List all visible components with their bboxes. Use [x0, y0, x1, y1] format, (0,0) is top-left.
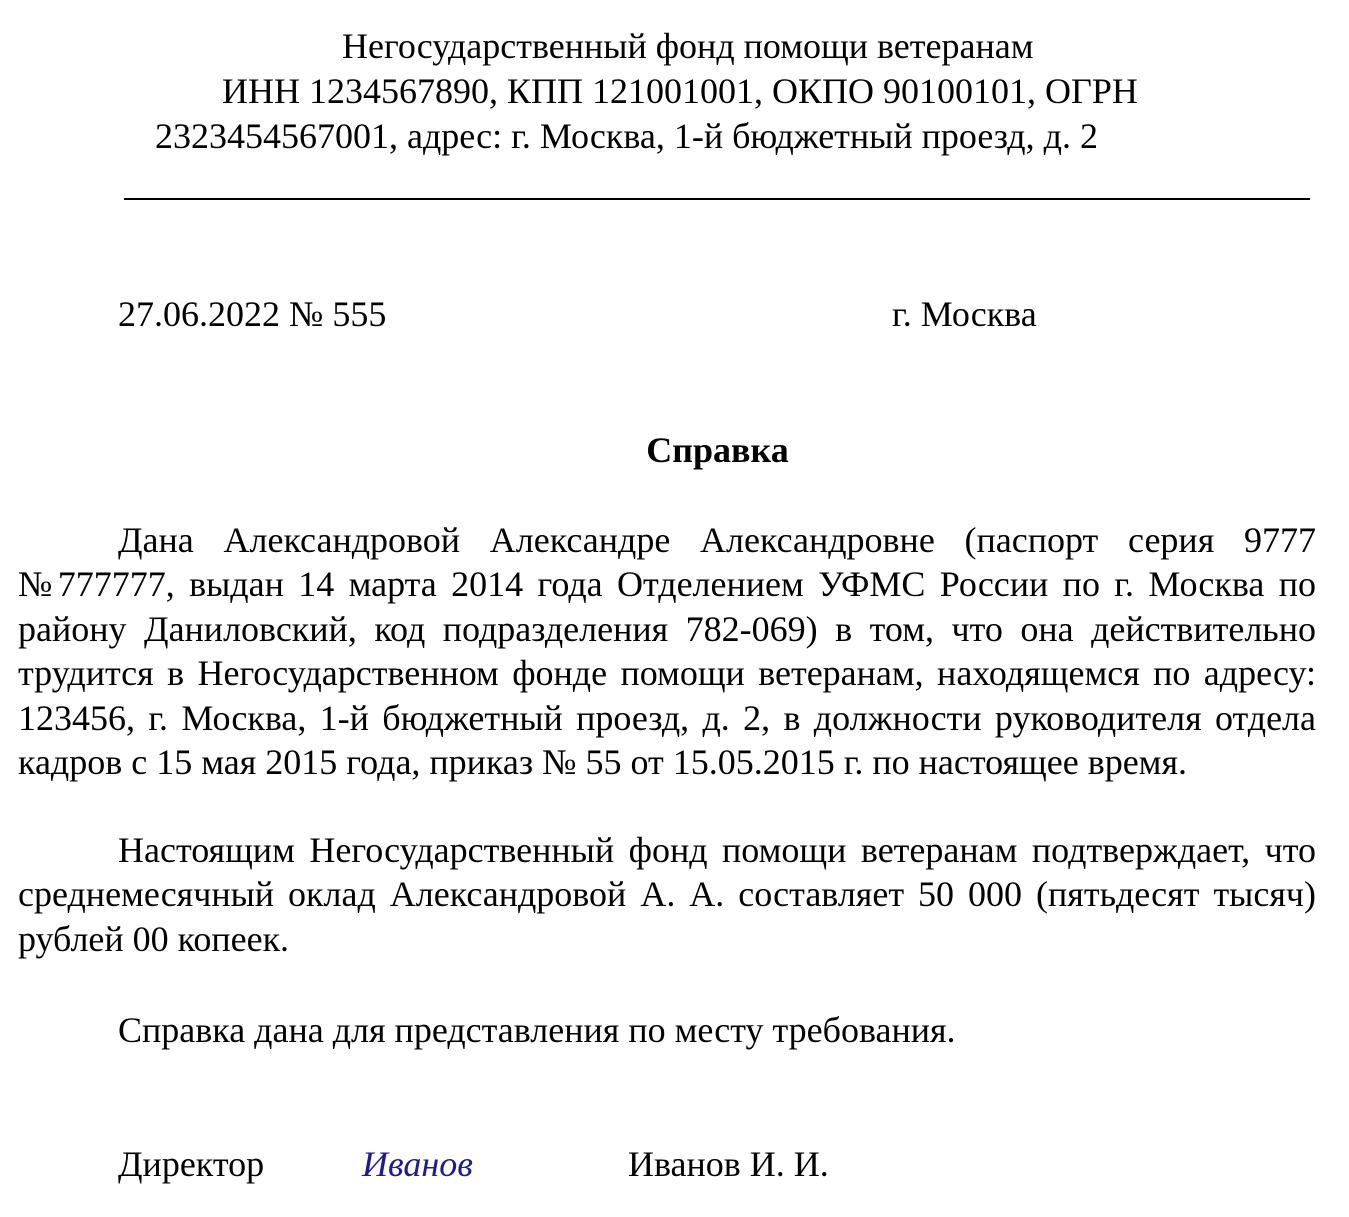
employment-paragraph: Дана Александровой Александре Александровне (паспорт серия 9777 №777777, выдан 14 марта 2014 года Отделением УФМС России по г. Москва по району Даниловский, код подразделения 782-069) в том, что она действительно трудится в Негосударственном фонде помощи ветеранам, находящемся по адресу: 123456, г. Москва, 1-й бюджетный проезд, д. 2, в должности руководителя отдела кадров с 15 мая 2015 года, приказ № 55 от 15.05.2015 г. по настоящее время. [18, 520, 1316, 783]
document-date-number: 27.06.2022 № 555 [118, 294, 387, 334]
document-title: Справка [646, 430, 789, 470]
document-city: г. Москва [892, 294, 1037, 334]
signatory-position: Директор [118, 1144, 265, 1184]
organization-codes: ИНН 1234567890, КПП 121001001, ОКПО 90100101, ОГРН [222, 71, 1138, 111]
handwritten-signature: Иванов [362, 1144, 473, 1184]
signatory-name: Иванов И. И. [628, 1144, 829, 1184]
organization-name: Негосударственный фонд помощи ветеранам [342, 26, 1034, 66]
organization-address: 2323454567001, адрес: г. Москва, 1-й бюджетный проезд, д. 2 [155, 116, 1098, 156]
header-divider [124, 198, 1310, 200]
purpose-paragraph: Справка дана для представления по месту требования. [118, 1010, 956, 1050]
salary-paragraph: Настоящим Негосударственный фонд помощи ветеранам подтверждает, что среднемесячный оклад Александровой А. А. составляет 50 000 (пятьдесят тысяч) рублей 00 копеек. [18, 830, 1316, 959]
